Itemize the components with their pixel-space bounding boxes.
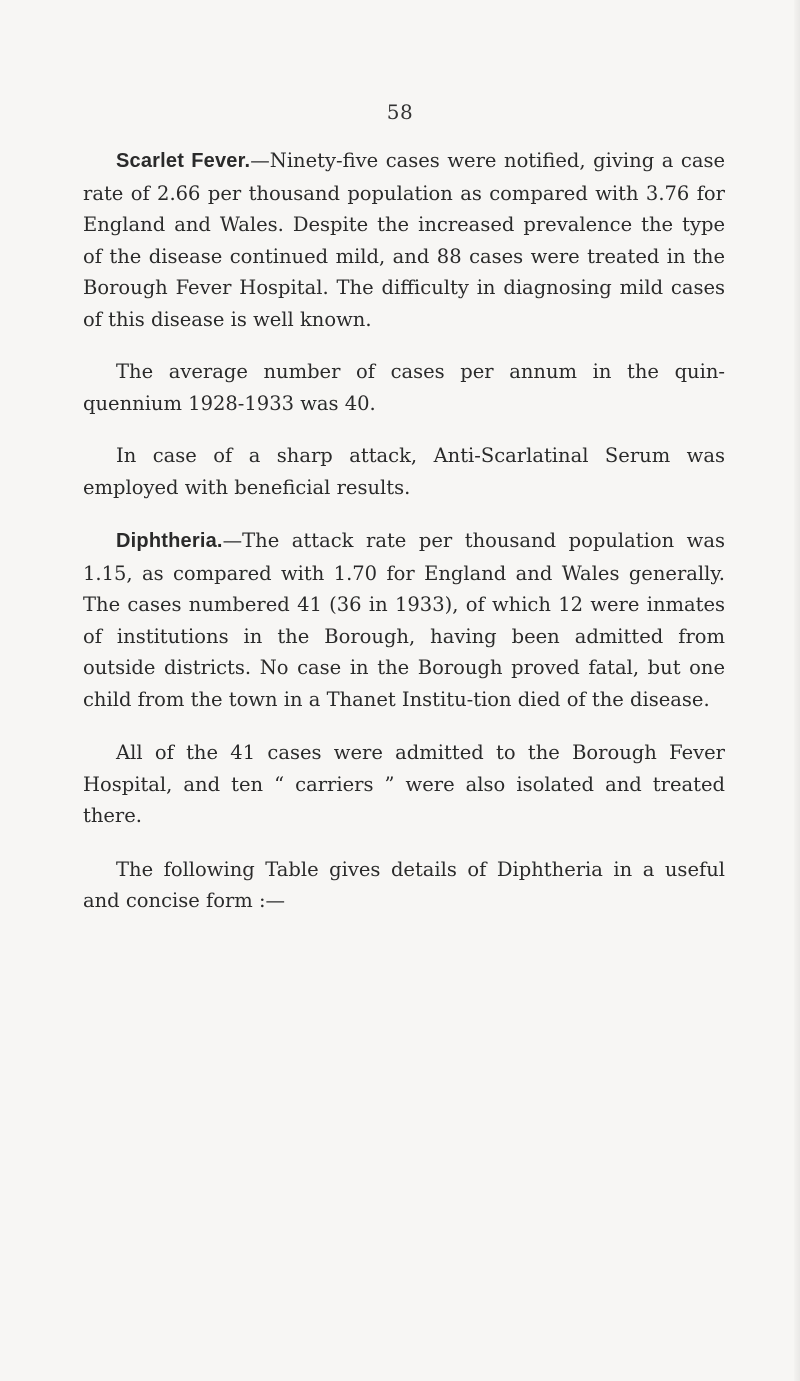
page-edge [794,0,800,1381]
scarlet-fever-heading: Scarlet Fever. [116,150,251,172]
scarlet-fever-paragraph [83,145,725,335]
diphtheria-paragraph [83,525,725,715]
scarlet-fever-average-paragraph: The average number of cases per annum in the quin-quennium 1928-1933 was 40. [83,360,725,415]
scarlet-fever-serum-paragraph: In case of a sharp attack, Anti-Scarlatinal Serum was employed with beneficial results. [83,444,725,499]
scarlet-fever-text: —Ninety-five cases were notified, giving a case rate of 2.66 per thousand population as compared with 3.76 for England and Wales. Despite the increased prevalence the type of the disease continued mild, and 88 cases were treated in the Borough Fever Hospital. The difficulty in diagnosing mild cases of this disease is well known. [83,149,725,331]
diphtheria-table-intro-paragraph: The following Table gives details of Diphtheria in a useful and concise form :— [83,857,725,912]
diphtheria-text: —The attack rate per thousand population was 1.15, as compared with 1.70 for England and Wales generally. The cases numbered 41 (36 in 1933), of which 12 were inmates of institutions in the Borough, having been admitted from outside districts. No case in the Borough proved fatal, but one child from the town in a Thanet Institu-tion died of the disease. [83,529,725,711]
diphtheria-admitted-paragraph: All of the 41 cases were admitted to the Borough Fever Hospital, and ten “ carriers ” were also isolated and treated there. [83,741,725,827]
diphtheria-heading: Diphtheria. [116,530,223,552]
page-number: 58 [386,100,414,124]
page-body [83,145,725,917]
